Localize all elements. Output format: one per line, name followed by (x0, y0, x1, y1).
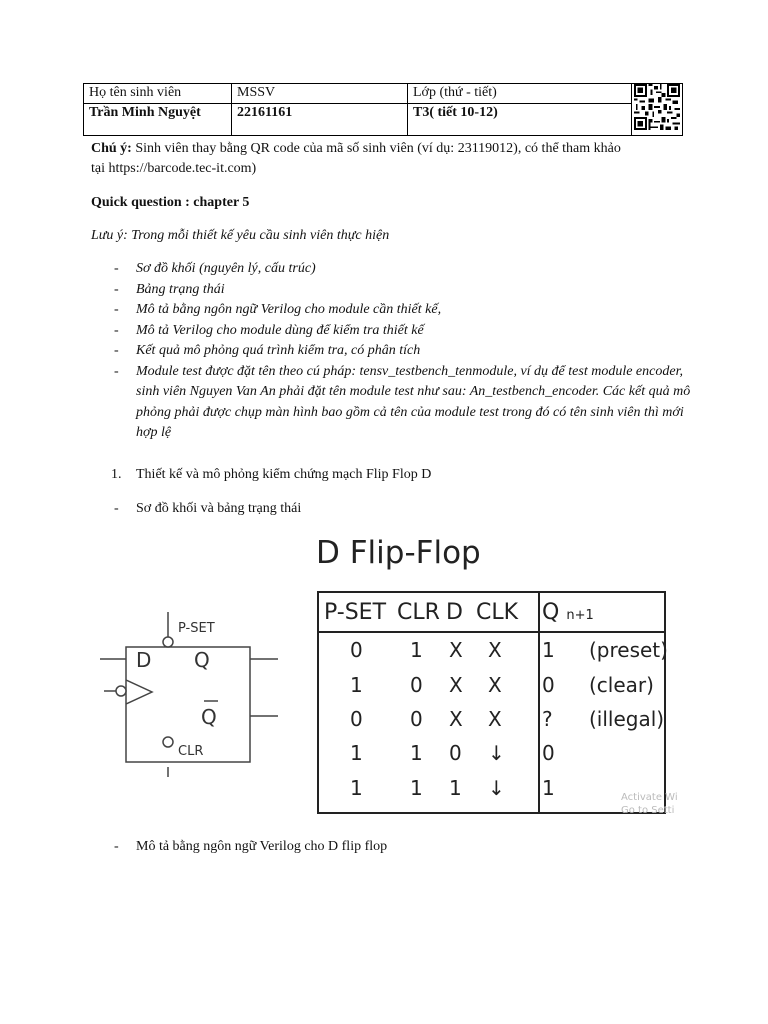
header-q (542, 600, 594, 625)
list-item: - Module test được đặt tên theo cú pháp: tensv_testbench_tenmodule, ví dụ để test module encoder, sinh viên Nguyen Van An phải đặt tên module test như sau: An_testbench_encoder. Các kết quả mô phỏng phải được chụp màn hình bao gồm cả tên của module test trong đó có tên sinh viên thì mới hợp lệ (91, 362, 691, 444)
cell-clk: X (488, 707, 502, 731)
cell-note: (illegal) (589, 707, 665, 731)
subheading-block-diagram: Sơ đồ khối và bảng trạng thái (136, 501, 302, 516)
cell-d: 0 (449, 741, 462, 765)
student-info-table (83, 83, 683, 136)
header-clr: CLR (397, 600, 440, 625)
cell-note: (clear) (589, 673, 654, 697)
header-q-sub: n+1 (566, 608, 594, 623)
cell-clr: 1 (410, 776, 423, 800)
list-item: - Sơ đồ khối (nguyên lý, cấu trúc) (91, 259, 691, 280)
qr-code-icon (634, 84, 680, 130)
watermark-line1: Activate Wi (621, 792, 678, 803)
cell-clr: 1 (410, 741, 423, 765)
cell-clr: 0 (410, 707, 423, 731)
list-item: - Mô tả bằng ngôn ngữ Verilog cho module cần thiết kế, (91, 300, 691, 321)
label-student-name: Họ tên sinh viên (84, 84, 232, 104)
header-clk: CLK (476, 600, 519, 625)
cell-clk: X (488, 673, 502, 697)
cell-q: 0 (542, 741, 555, 765)
dash-marker: - (114, 501, 119, 516)
list-item: - Mô tả Verilog cho module dùng để kiểm tra thiết kế (91, 321, 691, 342)
requirements-list (91, 259, 691, 444)
label-class-period: Lớp (thứ - tiết) (408, 84, 632, 104)
remark-text: Lưu ý: Trong mỗi thiết kế yêu cầu sinh viên thực hiện (91, 228, 390, 243)
note-text: Sinh viên thay bằng QR code của mã số sinh viên (ví dụ: 23119012), có thể tham khảo (131, 141, 621, 156)
cell-pset: 0 (350, 707, 363, 731)
clr-label: CLR (178, 744, 204, 759)
task1-number: 1. (111, 467, 122, 482)
qbar-output-label: Q (201, 705, 217, 729)
d-input-label: D (136, 648, 152, 672)
note-label: Chú ý: (91, 141, 132, 156)
note-text-line2: tại https://barcode.tec-it.com) (91, 161, 257, 176)
student-id: 22161161 (232, 103, 408, 135)
header-pset: P-SET (324, 600, 387, 625)
pset-label: P-SET (178, 621, 215, 636)
figure-title: D Flip-Flop (316, 535, 481, 571)
list-item: - Kết quả mô phỏng quá trình kiểm tra, có phân tích (91, 341, 691, 362)
d-flip-flop-symbol (100, 612, 280, 782)
cell-d: 1 (449, 776, 462, 800)
cell-clk: ↓ (488, 741, 505, 765)
header-q-text: Q (542, 600, 560, 625)
subheading-verilog: Mô tả bằng ngôn ngữ Verilog cho D flip flop (136, 839, 388, 854)
cell-q: 1 (542, 776, 555, 800)
cell-q: 0 (542, 673, 555, 697)
quick-question-heading: Quick question : chapter 5 (91, 195, 250, 210)
cell-d: X (449, 707, 463, 731)
cell-q: ? (542, 707, 553, 731)
truth-table-separator (538, 593, 540, 812)
cell-clr: 0 (410, 673, 423, 697)
header-d: D (446, 600, 463, 625)
qr-code-cell (632, 84, 683, 136)
dash-marker: - (114, 839, 119, 854)
cell-clr: 1 (410, 638, 423, 662)
class-period: T3( tiết 10-12) (408, 103, 632, 135)
cell-pset: 0 (350, 638, 363, 662)
cell-d: X (449, 673, 463, 697)
truth-table (317, 591, 666, 814)
cell-pset: 1 (350, 741, 363, 765)
student-name: Trần Minh Nguyệt (84, 103, 232, 135)
cell-d: X (449, 638, 463, 662)
activation-watermark (621, 791, 678, 817)
cell-pset: 1 (350, 776, 363, 800)
cell-q: 1 (542, 638, 555, 662)
label-student-id: MSSV (232, 84, 408, 104)
cell-clk: ↓ (488, 776, 505, 800)
watermark-line2: Go to Setti (621, 805, 675, 816)
list-item: - Bảng trạng thái (91, 280, 691, 301)
cell-note: (preset) (589, 638, 668, 662)
task1-heading: Thiết kế và mô phỏng kiểm chứng mạch Flip Flop D (136, 467, 432, 482)
cell-clk: X (488, 638, 502, 662)
q-output-label: Q (194, 648, 210, 672)
note-paragraph (91, 139, 691, 179)
cell-pset: 1 (350, 673, 363, 697)
